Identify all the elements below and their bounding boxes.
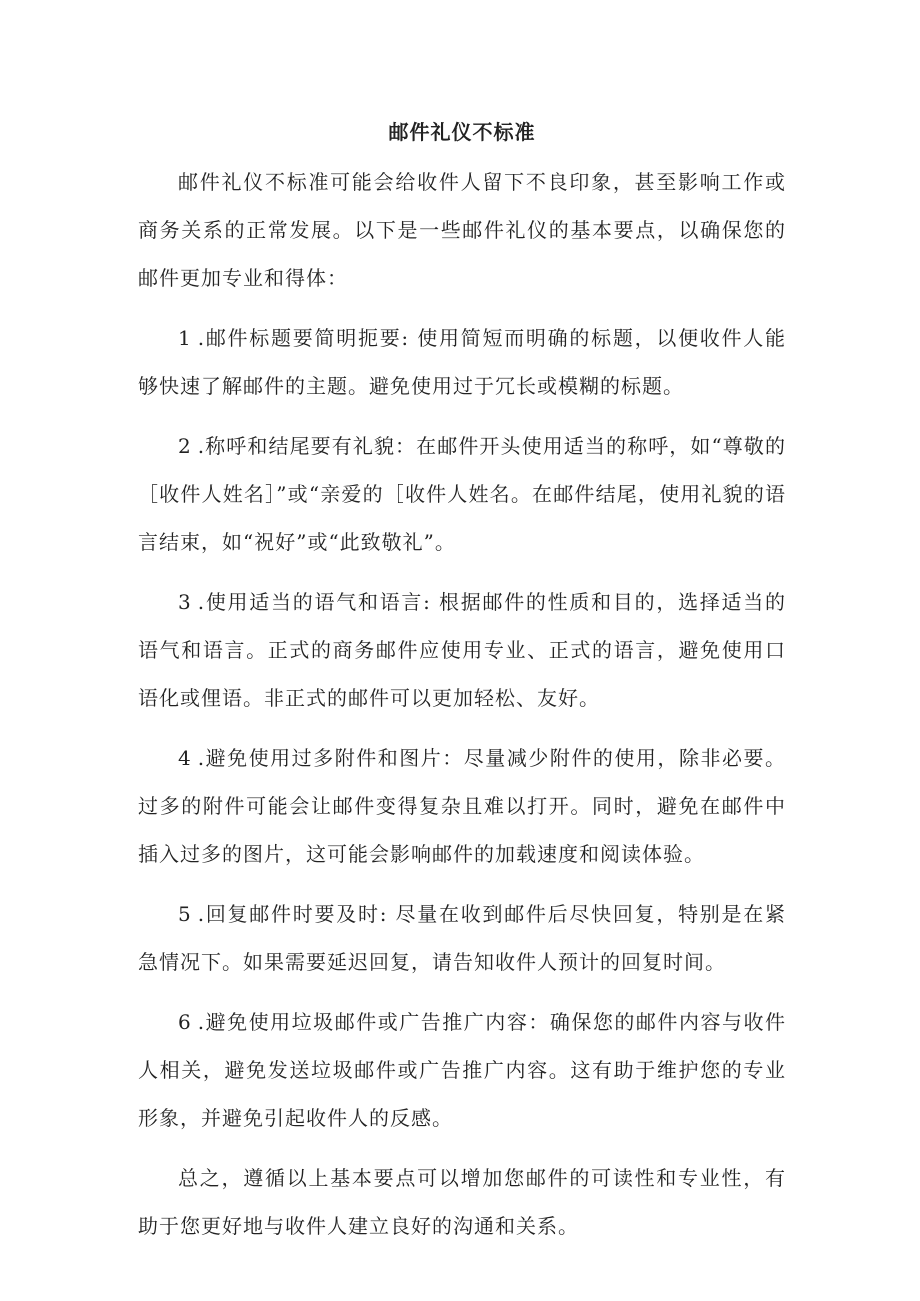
list-item-4 (138, 734, 786, 878)
item-text: .回复邮件时要及时: 尽量在收到邮件后尽快回复，特别是在紧急情况下。如果需要延迟回复，请告知收件人预计的回复时间。 (138, 902, 786, 974)
item-number: 3 (178, 590, 192, 614)
list-item-6 (138, 998, 786, 1142)
item-text: .避免使用垃圾邮件或广告推广内容：确保您的邮件内容与收件人相关，避免发送垃圾邮件或广告推广内容。这有助于维护您的专业形象，并避免引起收件人的反感。 (138, 1010, 786, 1130)
item-number: 2 (178, 434, 192, 458)
list-item-5 (138, 890, 786, 986)
item-text: .称呼和结尾要有礼貌：在邮件开头使用适当的称呼，如“尊敬的［收件人姓名］”或“亲爱的［收件人姓名。在邮件结尾，使用礼貌的语言结束，如“祝好”或“此致敬礼”。 (138, 434, 786, 554)
item-number: 6 (178, 1010, 192, 1034)
item-number: 4 (178, 746, 192, 770)
conclusion-paragraph: 总之，遵循以上基本要点可以增加您邮件的可读性和专业性，有助于您更好地与收件人建立良好的沟通和关系。 (138, 1166, 786, 1238)
item-number: 5 (178, 902, 192, 926)
item-number: 1 (178, 326, 192, 350)
intro-paragraph: 邮件礼仪不标准可能会给收件人留下不良印象，甚至影响工作或商务关系的正常发展。以下是一些邮件礼仪的基本要点，以确保您的邮件更加专业和得体： (138, 170, 786, 290)
document-title: 邮件礼仪不标准 (388, 120, 536, 144)
list-item-1 (138, 314, 786, 410)
item-text: .邮件标题要简明扼要: 使用简短而明确的标题，以便收件人能够快速了解邮件的主题。避免使用过于冗长或模糊的标题。 (138, 326, 786, 398)
list-item-2 (138, 422, 786, 566)
item-text: .避免使用过多附件和图片：尽量减少附件的使用，除非必要。过多的附件可能会让邮件变得复杂且难以打开。同时，避免在邮件中插入过多的图片，这可能会影响邮件的加载速度和阅读体验。 (138, 746, 786, 866)
document-page (138, 112, 786, 1262)
list-item-3 (138, 578, 786, 722)
item-text: .使用适当的语气和语言: 根据邮件的性质和目的，选择适当的语气和语言。正式的商务邮件应使用专业、正式的语言，避免使用口语化或俚语。非正式的邮件可以更加轻松、友好。 (138, 590, 786, 710)
